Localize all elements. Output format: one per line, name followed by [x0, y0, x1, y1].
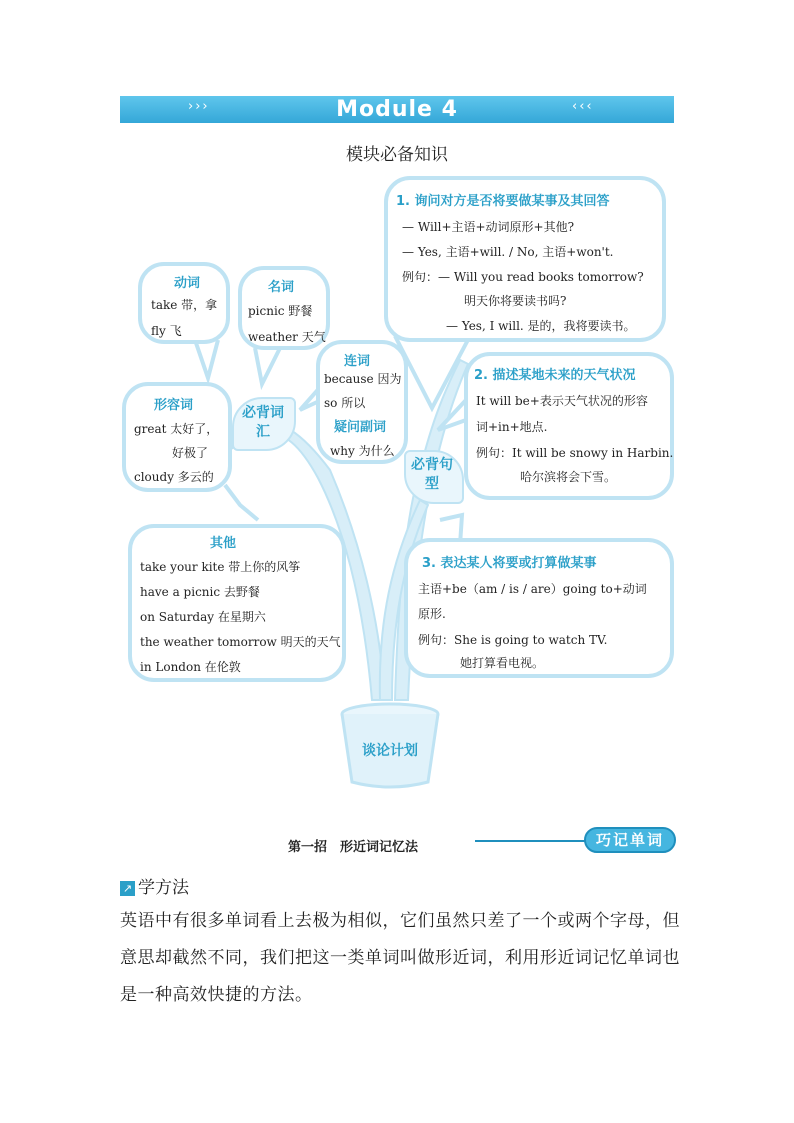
learn-method-heading [120, 873, 189, 898]
sentence-1-line: — Yes, I will. 是的，我将要读书。 [446, 319, 636, 333]
conj-item: so 所以 [324, 396, 366, 410]
other-bubble [128, 524, 346, 682]
conj-item: because 因为 [324, 372, 402, 386]
page-subtitle: 模块必备知识 [346, 145, 448, 165]
sentence-1-line: 例句：— Will you read books tomorrow? [402, 270, 644, 284]
header-right-arrows: ‹‹‹ [572, 99, 594, 114]
sentence-2-title: 2. 描述某地未来的天气状况 [474, 368, 636, 383]
nouns-title: 名词 [268, 280, 295, 295]
adj-bubble [122, 382, 232, 492]
other-item: in London 在伦敦 [140, 660, 241, 674]
interrog-item: why 为什么 [330, 444, 395, 458]
header-left-arrows: ››› [188, 99, 210, 114]
tip-badge: 巧记单词 [584, 827, 676, 853]
noun-item: weather 天气 [248, 330, 326, 344]
sentence-3-line: 原形. [418, 607, 446, 621]
sentence-3-bubble [404, 538, 674, 678]
verbs-bubble [138, 262, 230, 344]
sentence-label: 必背句型 [411, 457, 453, 492]
sentence-1-bubble [384, 176, 666, 342]
sentence-2-line: It will be+表示天气状况的形容 [476, 394, 648, 408]
other-item: take your kite 带上你的风筝 [140, 560, 301, 574]
module-title: Module 4 [336, 97, 458, 122]
method-paragraph: 英语中有很多单词看上去极为相似，它们虽然只差了一个或两个字母，但意思却截然不同，我们把这一类单词叫做形近词，利用形近词记忆单词也是一种高效快捷的方法。 [120, 911, 680, 1005]
other-title: 其他 [210, 536, 237, 551]
adj-item: 好极了 [172, 446, 209, 460]
sentence-2-line: 哈尔滨将会下雪。 [520, 470, 617, 484]
sentence-1-title: 1. 询问对方是否将要做某事及其回答 [396, 194, 610, 209]
other-item: on Saturday 在星期六 [140, 610, 266, 624]
sentence-1-line: — Yes, 主语+will. / No, 主语+won't. [402, 245, 614, 259]
adj-title: 形容词 [154, 398, 194, 413]
nouns-bubble [238, 266, 330, 350]
other-item: the weather tomorrow 明天的天气 [140, 635, 341, 649]
sentence-3-line: 主语+be（am / is / are）going to+动词 [418, 582, 647, 596]
sentence-2-line: 词+in+地点. [476, 420, 548, 434]
adj-item: great 太好了， [134, 422, 219, 436]
sentence-3-line: 她打算看电视。 [460, 656, 545, 670]
other-item: have a picnic 去野餐 [140, 585, 260, 599]
conj-bubble [316, 340, 408, 464]
sentence-2-line: 例句：It will be snowy in Harbin. [476, 446, 674, 460]
conj-title: 连词 [344, 354, 371, 369]
cup-label: 谈论计划 [362, 743, 418, 759]
interrog-title: 疑问副词 [334, 420, 387, 435]
sentence-3-line: 例句：She is going to watch TV. [418, 633, 608, 647]
sentence-1-line: — Will+主语+动词原形+其他? [402, 220, 575, 234]
sentence-1-line: 明天你将要读书吗? [464, 294, 567, 308]
verbs-title: 动词 [174, 276, 201, 291]
verb-item: take 带，拿 [151, 298, 218, 312]
adj-item: cloudy 多云的 [134, 470, 214, 484]
noun-item: picnic 野餐 [248, 304, 313, 318]
sentence-3-title: 3. 表达某人将要或打算做某事 [422, 556, 597, 571]
learn-method-title: 学方法 [138, 878, 189, 898]
tip-title: 第一招 形近词记忆法 [288, 840, 419, 855]
vocab-label: 必背词汇 [242, 405, 284, 440]
verb-item: fly 飞 [151, 324, 182, 338]
tip-divider [475, 840, 585, 842]
sentence-2-bubble [464, 352, 674, 500]
arrow-icon: ↗ [120, 881, 135, 896]
